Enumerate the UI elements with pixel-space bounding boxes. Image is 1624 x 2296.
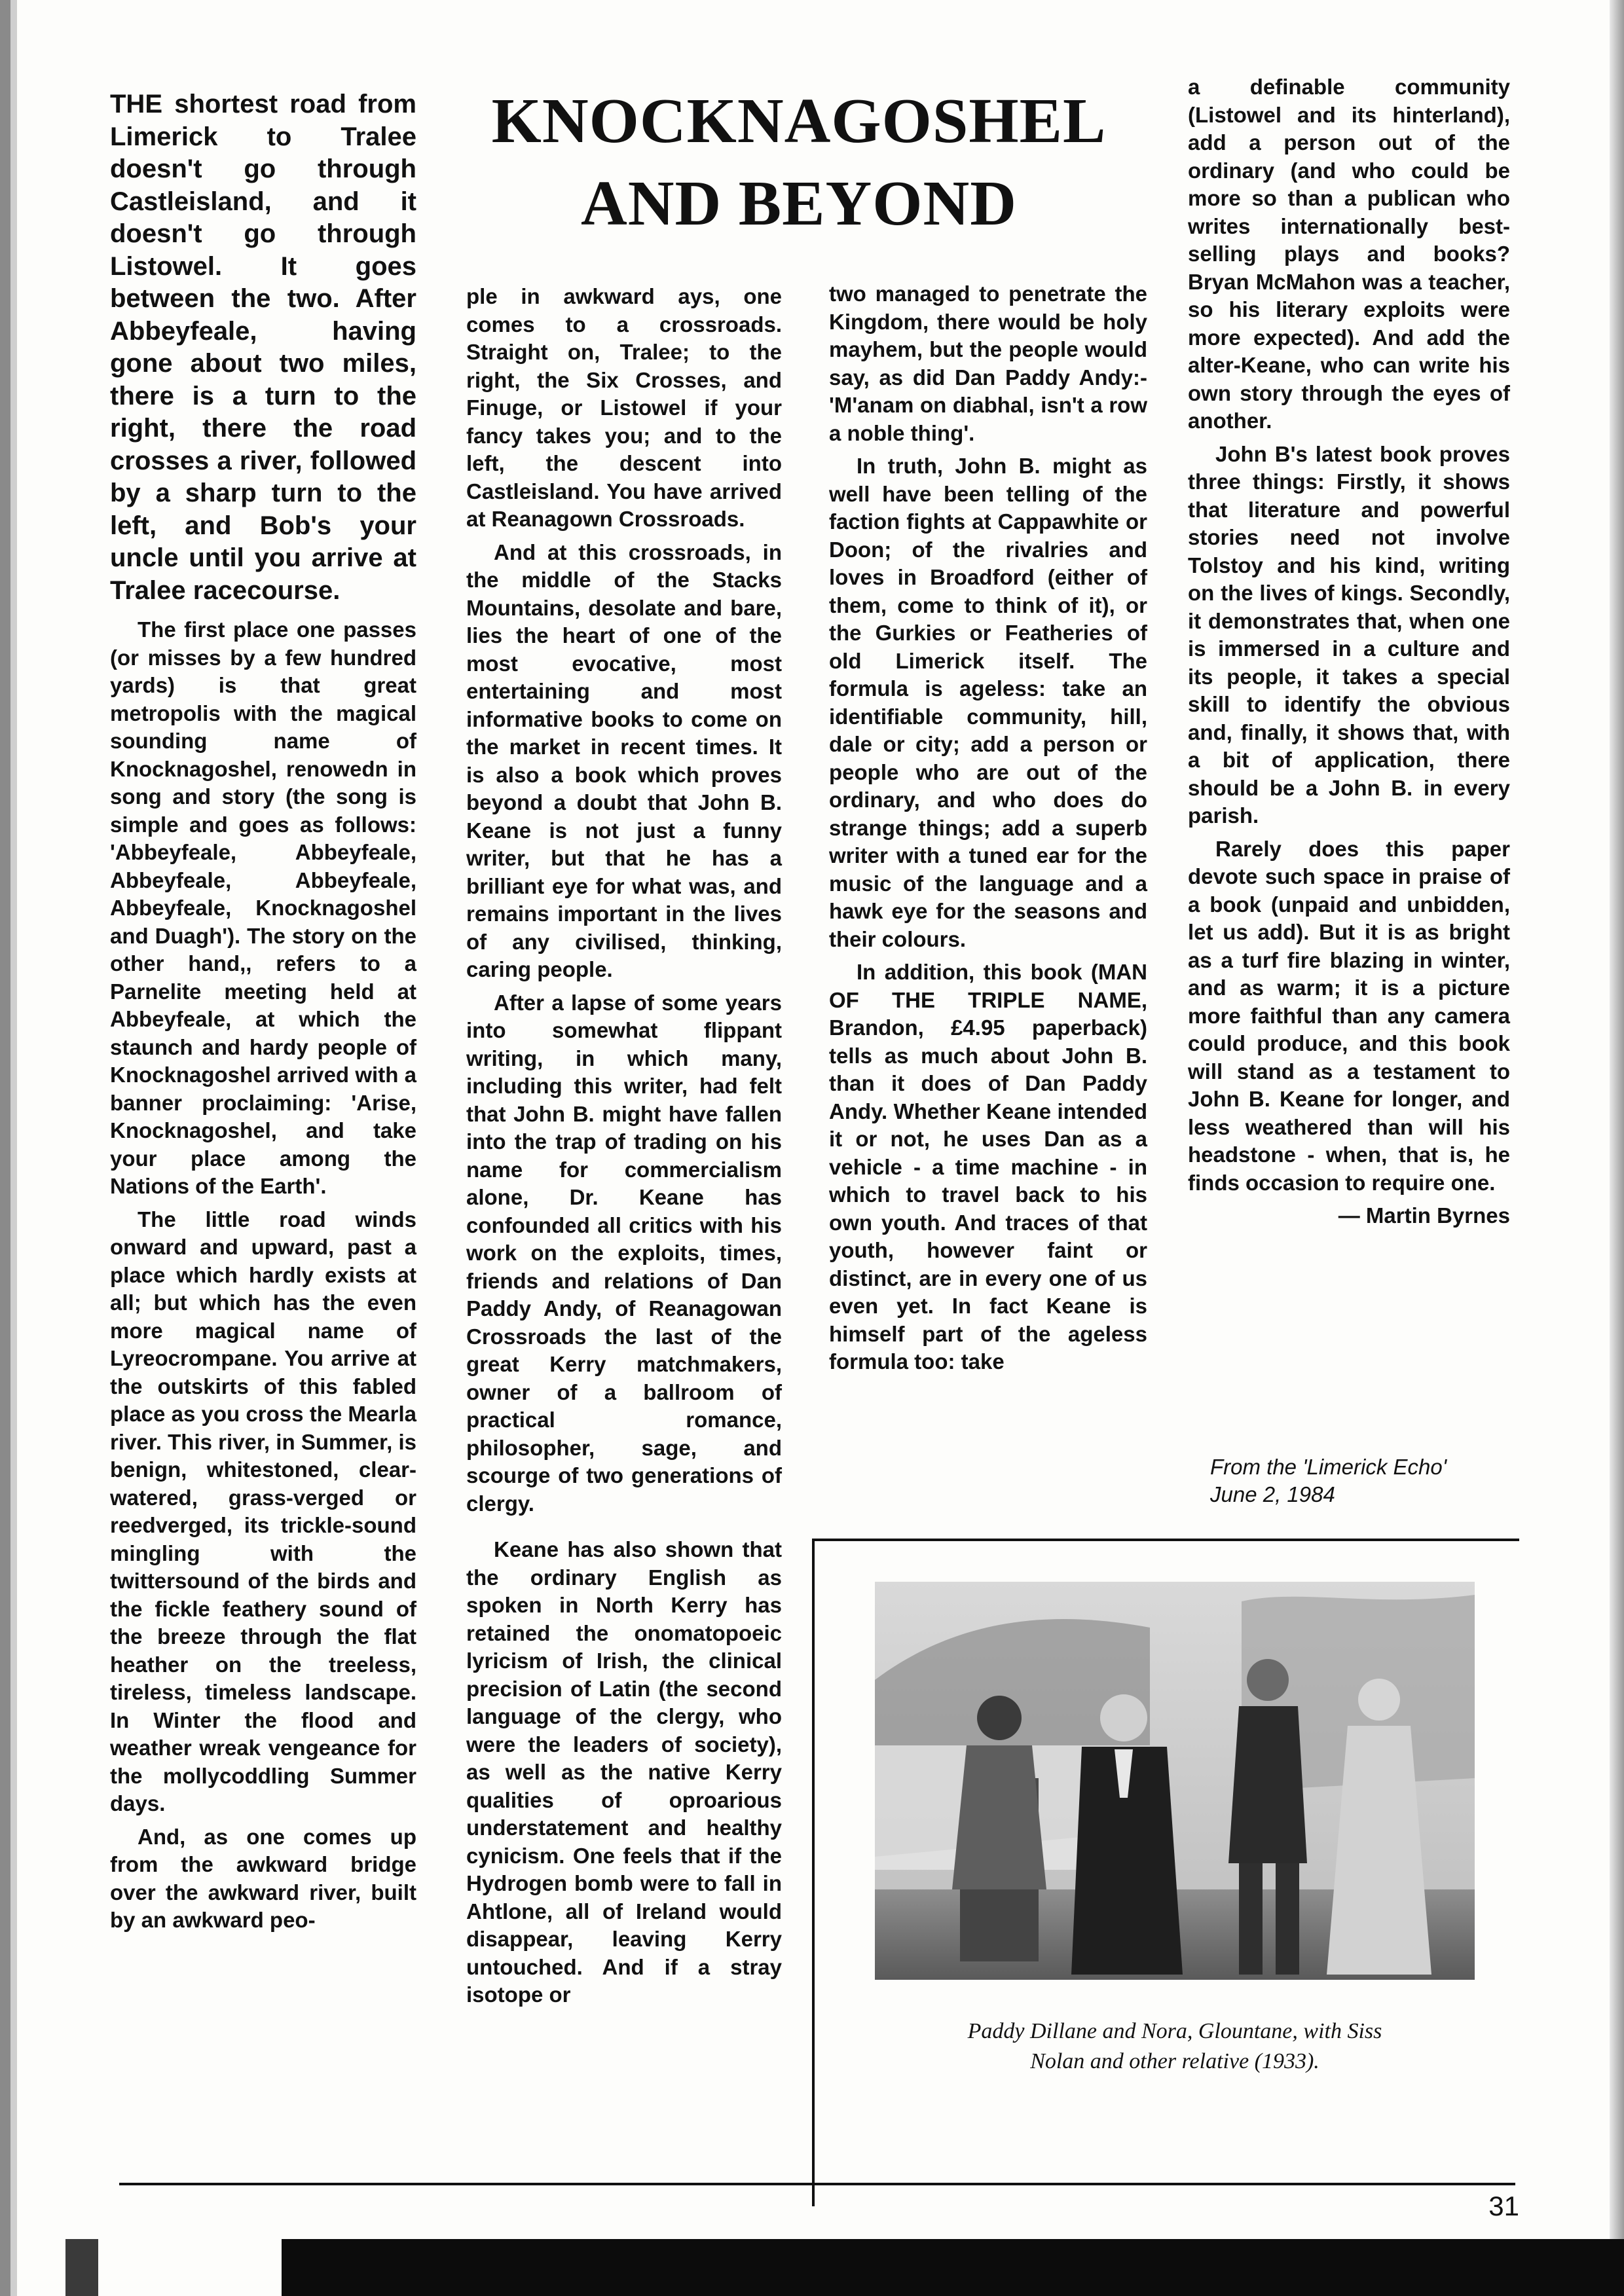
page-edge-shadow-right bbox=[1610, 0, 1624, 2296]
page-number: 31 bbox=[1488, 2191, 1519, 2221]
page-edge-highlight-left bbox=[10, 0, 17, 2296]
article-paragraph: John B's latest book proves three things: Firstly, it shows that literature and powerful stories need not involve Tolstoy and his kind, writing on the lives of kings. Secondly, it demonstrates that, when one is immersed in a culture and its people, it takes a special skill to identify the obvious and, finally, it shows that, with a bit of application, there should be a John B. in every parish. bbox=[1188, 441, 1510, 828]
caption-line-2: Nolan and other relative (1933). bbox=[1030, 2049, 1320, 2073]
source-note bbox=[1210, 1453, 1511, 1508]
article-paragraph: After a lapse of some years into somewhat flippant writing, in which many, including this writer, had felt that John B. might have fallen into the trap of trading on his name for commercialism alone, Dr. Keane has confounded all critics with his work on the exploits, times, friends and relations of Dan Paddy Andy, of Reanagowan Crossroads the last of the great Kerry matchmakers, owner of a ballroom of practical romance, philosopher, sage, and scourge of two generations of clergy. bbox=[466, 990, 782, 1516]
headline-line-2: AND BEYOND bbox=[580, 168, 1018, 239]
photo-box-top-rule bbox=[812, 1539, 1519, 1541]
scan-artifact-dark-left bbox=[65, 2239, 98, 2296]
headline bbox=[458, 80, 1139, 245]
scan-artifact-dark-band bbox=[282, 2239, 1624, 2296]
article-paragraph: a definable community (Listowel and its hinterland), add a person out of the ordinary (and who could be more so than a publican who writes internationally best-selling plays and books? Bryan McMahon was a teacher, so his literary exploits were more expected). And add the alter-Keane, who can write his own story through the eyes of another. bbox=[1188, 75, 1510, 433]
photograph-illustration bbox=[875, 1582, 1475, 1980]
source-line-1: From the 'Limerick Echo' bbox=[1210, 1455, 1447, 1479]
article-column-1 bbox=[110, 88, 416, 1940]
article-paragraph: Rarely does this paper devote such space in praise of a book (unpaid and unbidden, let us add). But it is as bright as a turf fire blazing in winter, and as warm; it is a picture more faithful than any camera could produce, and this book will stand as a testament to John B. Keane for longer, and less weathered than will his headstone - when, that is, he finds occasion to require one. bbox=[1188, 836, 1510, 1195]
article-paragraph: In truth, John B. might as well have been telling of the faction fights at Cappawhite or Doon; of the rivalries and loves in Broadford (either of them, come to think of it), or the Gurkies or Featheries of old Limerick itself. The formula is ageless: take an identifiable community, hill, dale or city; add a person or people who are out of the ordinary, and who does do strange things; add a superb writer with a tuned ear for the music of the language and a hawk eye for the seasons and their colours. bbox=[829, 454, 1147, 951]
article-paragraph: The first place one passes (or misses by a few hundred yards) is that great metropolis with the magical sounding name of Knocknagoshel, renowedn in song and story (the song is simple and goes as follows: 'Abbeyfeale, Abbeyfeale, Abbeyfeale, Abbeyfeale, Abbeyfeale, Knocknagoshel and Duagh'). The story on the other hand,, refers to a Parnelite meeting held at Abbeyfeale, at which the staunch and hardy people of Knocknagoshel arrived with a banner proclaiming: 'Arise, Knocknagoshel, and take your place among the Nations of the Earth'. bbox=[110, 617, 416, 1198]
article-paragraph: And at this crossroads, in the middle of the Stacks Mountains, desolate and bare, lies the heart of one of the most evocative, most entertaining and most informative books to come on the market in recent times. It is also a book which proves beyond a doubt that John B. Keane is not just a funny writer, but that he has a brilliant eye for what was, and remains important in the lives of any civilised, thinking, caring people. bbox=[466, 539, 782, 981]
article-column-4 bbox=[1188, 73, 1510, 1230]
article-paragraph: And, as one comes up from the awkward bridge over the awkward river, built by an awkward peo- bbox=[110, 1824, 416, 1932]
article-paragraph: ple in awkward ays, one comes to a crossroads. Straight on, Tralee; to the right, the Six Crosses, and Finuge, or Listowel if your fancy takes you; and to the left, the descent into Castleisland. You have arrived at Reanagown Crossroads. bbox=[466, 284, 782, 531]
caption-line-1: Paddy Dillane and Nora, Glountane, with Siss bbox=[967, 2019, 1382, 2043]
article-paragraph: In addition, this book (MAN OF THE TRIPLE NAME, Brandon, £4.95 paperback) tells as much about John B. than it does of Dan Paddy Andy. Whether Keane intended it or not, he uses Dan as a vehicle - a time machine - in which to travel back to his own youth. And traces of that youth, however faint or distinct, are in every one of us even yet. In fact Keane is himself part of the ageless formula too: take bbox=[829, 960, 1147, 1374]
headline-line-1: KNOCKNAGOSHEL bbox=[491, 86, 1107, 156]
photo-box-left-rule bbox=[812, 1539, 815, 2206]
photo-caption bbox=[875, 2016, 1475, 2077]
author-signature: — Martin Byrnes bbox=[1338, 1203, 1510, 1228]
article-paragraph: Keane has also shown that the ordinary English as spoken in North Kerry has retained the onomatopoeic lyricism of Irish, the clinical precision of Latin (the second language of the clergy, who were the leaders of society), as well as the native Kerry qualities of oproarious understatement and healthy cynicism. One feels that if the Hydrogen bomb were to fall in Ahtlone, all of Ireland would disappear, leaving Kerry untouched. And if a stray isotope or bbox=[466, 1537, 782, 2007]
article-column-3 bbox=[829, 280, 1147, 1381]
article-paragraph: THE shortest road from Limerick to Tralee doesn't go through Castleisland, and it doesn't go through Listowel. It goes between the two. After Abbeyfeale, having gone about two miles, there is a turn to the right, there the road crosses a river, followed by a sharp turn to the left, and Bob's your uncle until you arrive at Tralee racecourse. bbox=[110, 90, 416, 605]
article-paragraph: The little road winds onward and upward, past a place which hardly exists at all; but which has the even more magical name of Lyreocrompane. You arrive at the outskirts of this fabled place as you cross the Mearla river. This river, in Summer, is benign, whitestoned, clear-watered, grass-verged or reedverged, its trickle-sound mingling with the twittersound of the birds and the fickle feathery sound of the breeze through the flat heather on the treeless, tireless, timeless landscape. In Winter the flood and weather wreak vengeance for the mollycoddling Summer days. bbox=[110, 1207, 416, 1815]
source-line-2: June 2, 1984 bbox=[1210, 1482, 1335, 1506]
article-paragraph: two managed to penetrate the Kingdom, there would be holy mayhem, but the people would say, as did Dan Paddy Andy:- 'M'anam on diabhal, isn't a row a noble thing'. bbox=[829, 282, 1147, 445]
footer-rule bbox=[119, 2183, 1515, 2185]
page-edge-shadow-left bbox=[0, 0, 10, 2296]
article-column-2 bbox=[466, 283, 782, 2014]
historical-photograph bbox=[875, 1582, 1475, 1980]
